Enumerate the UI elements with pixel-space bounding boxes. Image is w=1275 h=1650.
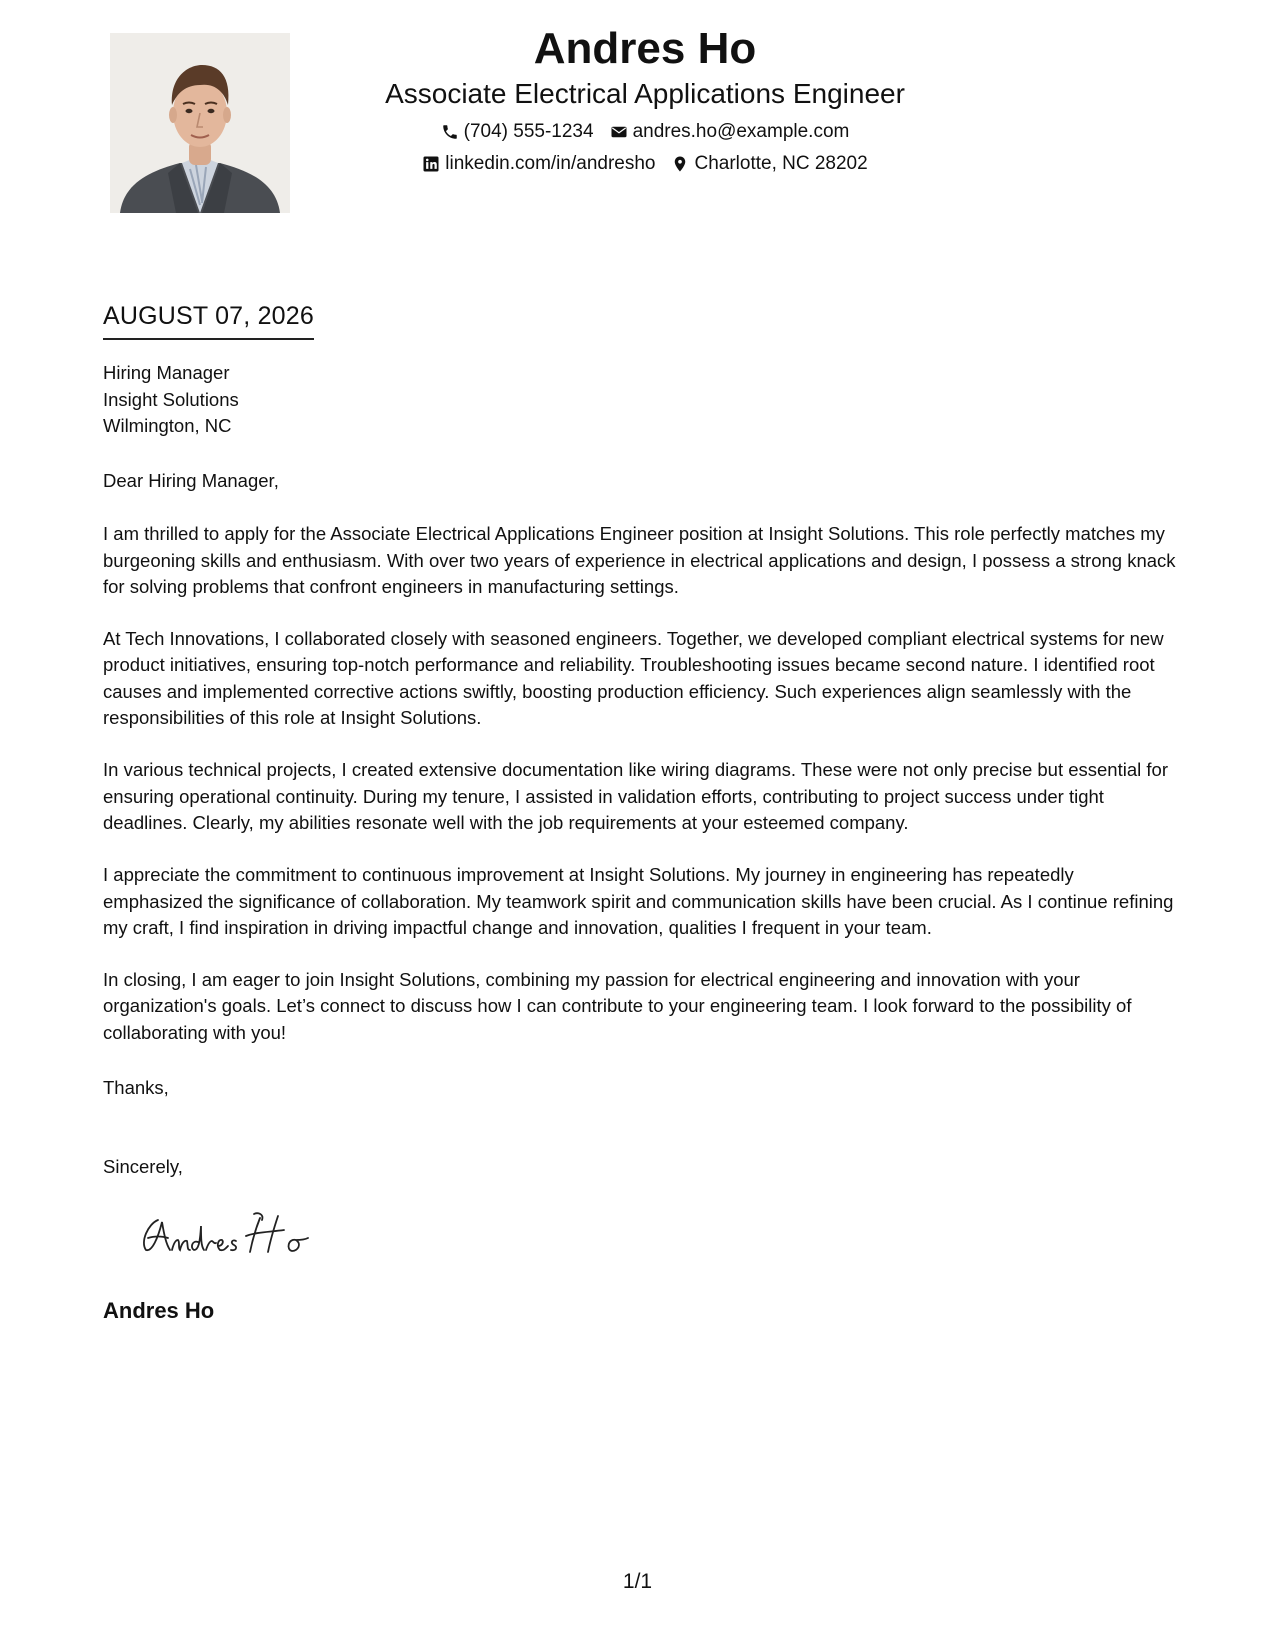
contact-email[interactable] [610, 120, 850, 144]
profile-photo [110, 33, 290, 213]
salutation: Dear Hiring Manager, [103, 470, 279, 491]
recipient-line: Insight Solutions [103, 388, 239, 410]
linkedin-text: linkedin.com/in/andresho [445, 153, 656, 174]
applicant-title: Associate Electrical Applications Engineer [385, 78, 905, 109]
contact-row-1 [330, 120, 960, 144]
email-text: andres.ho@example.com [632, 121, 850, 142]
page-indicator: 1/1 [622, 1570, 653, 1593]
body-paragraph: In closing, I am eager to join Insight Solutions, combining my passion for electrical engineering and innovation with your organization's goals. Let’s connect to discuss how I can contribute to your engineering team. I look forward to the possibility of collaborating with you! [103, 969, 1132, 1043]
signature-drawing [138, 1208, 328, 1258]
letter-date: AUGUST 07, 2026 [103, 300, 314, 340]
recipient-block [103, 360, 239, 440]
letter-header [330, 22, 960, 176]
profile-photo-illustration [110, 33, 290, 213]
letter-body [103, 468, 1178, 1072]
phone-text: (704) 555-1234 [463, 121, 594, 142]
contact-phone[interactable] [441, 120, 594, 144]
contact-linkedin[interactable] [422, 152, 655, 176]
signer-name: Andres Ho [103, 1298, 215, 1323]
linkedin-icon [422, 155, 440, 173]
phone-icon [441, 123, 459, 141]
body-paragraph: At Tech Innovations, I collaborated closely with seasoned engineers. Together, we developed compliant electrical systems for new product initiatives, ensuring top-notch performance and reliability. Troubleshooting issues became second nature. I identified root causes and implemented corrective actions swiftly, boosting production efficiency. Such experiences align seamlessly with the responsibilities of this role at Insight Solutions. [103, 628, 1164, 729]
applicant-name: Andres Ho [533, 24, 757, 73]
sign-off: Sincerely, [103, 1156, 183, 1177]
body-paragraph: I am thrilled to apply for the Associate Electrical Applications Engineer position at Insight Solutions. This role perfectly matches my burgeoning skills and enthusiasm. With over two years of experience in electrical applications and design, I possess a strong knack for solving problems that confront engineers in manufacturing settings. [103, 523, 1176, 597]
thanks-line: Thanks, [103, 1077, 169, 1098]
recipient-line: Hiring Manager [103, 362, 230, 383]
body-paragraph: In various technical projects, I created extensive documentation like wiring diagrams. These were not only precise but essential for ensuring operational continuity. During my tenure, I assisted in validation efforts, contributing to project success under tight deadlines. Clearly, my abilities resonate well with the job requirements at your esteemed company. [103, 759, 1168, 833]
contact-location [671, 152, 867, 176]
handwritten-signature [138, 1208, 328, 1258]
location-text: Charlotte, NC 28202 [694, 153, 868, 174]
recipient-line: Wilmington, NC [103, 415, 232, 436]
body-paragraph: I appreciate the commitment to continuous improvement at Insight Solutions. My journey in engineering has repeatedly emphasized the significance of collaboration. My teamwork spirit and communication skills have been crucial. As I continue refining my craft, I find inspiration in driving impactful change and innovation, qualities I frequent in your team. [103, 864, 1174, 938]
envelope-icon [610, 123, 628, 141]
contact-row-2 [330, 152, 960, 176]
map-pin-icon [671, 155, 689, 173]
